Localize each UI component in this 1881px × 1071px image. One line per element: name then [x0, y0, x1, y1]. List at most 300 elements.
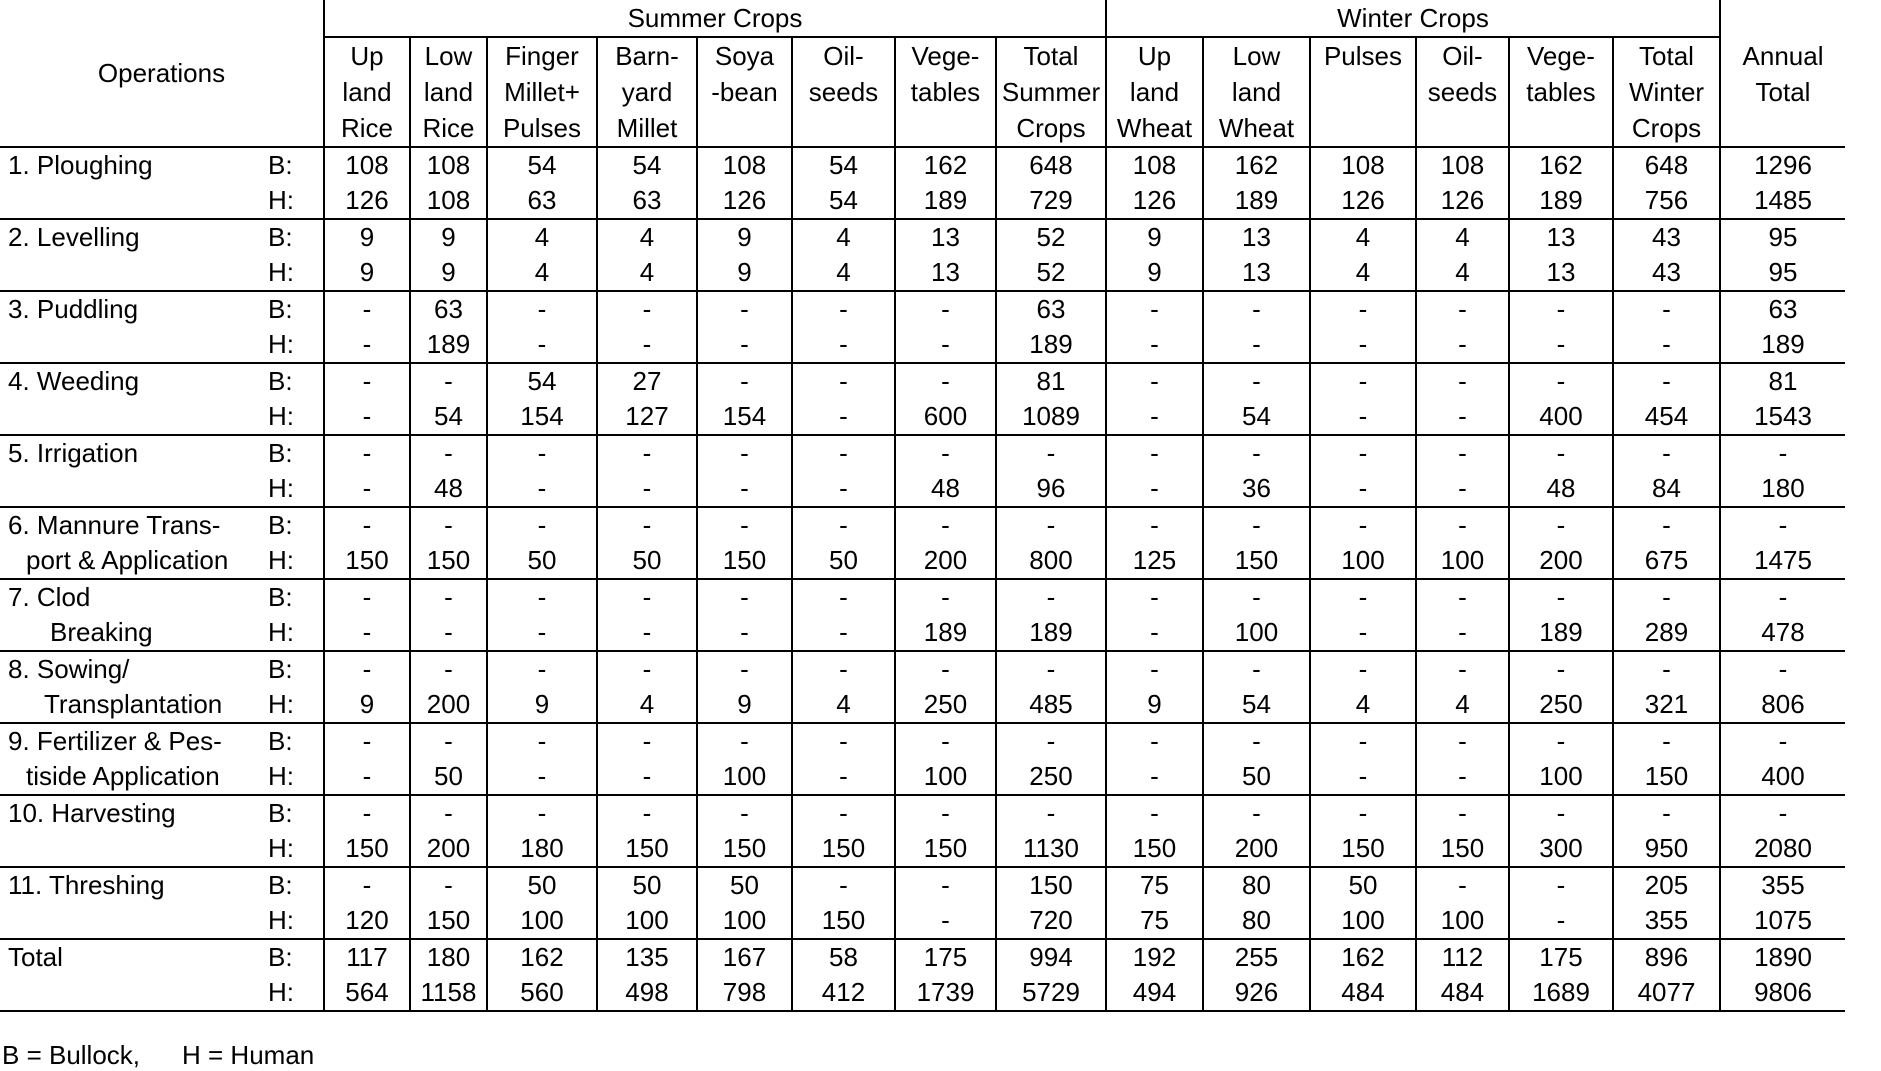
data-cell: 4: [597, 219, 697, 255]
table-row: [0, 759, 1845, 795]
summer-col-header: -bean: [697, 74, 792, 110]
annual-total-header-top: [1720, 0, 1845, 37]
data-cell: -: [1509, 291, 1613, 327]
data-cell: 1158: [410, 975, 487, 1011]
table-row: [0, 615, 1845, 651]
data-cell: -: [1509, 723, 1613, 759]
data-cell: -: [1106, 651, 1203, 687]
data-cell: -: [324, 399, 410, 435]
data-cell: 120: [324, 903, 410, 939]
summer-col-header: Soya: [697, 37, 792, 74]
data-cell: -: [597, 651, 697, 687]
data-cell: 126: [324, 183, 410, 219]
winter-col-header: Oil-: [1416, 37, 1509, 74]
data-cell: 126: [1310, 183, 1416, 219]
operation-label: [0, 975, 264, 1011]
data-cell: 48: [1509, 471, 1613, 507]
data-cell: 150: [1613, 759, 1720, 795]
data-cell: 150: [697, 831, 792, 867]
data-cell: 484: [1416, 975, 1509, 1011]
data-cell: -: [1106, 615, 1203, 651]
data-cell: 162: [487, 939, 597, 975]
data-cell: 54: [597, 147, 697, 183]
data-cell: -: [792, 291, 895, 327]
data-cell: 1475: [1720, 543, 1845, 579]
data-cell: -: [487, 615, 597, 651]
data-cell: -: [792, 867, 895, 903]
data-cell: -: [1416, 507, 1509, 543]
data-cell: 250: [996, 759, 1106, 795]
data-cell: 81: [996, 363, 1106, 399]
data-cell: -: [996, 507, 1106, 543]
data-cell: 54: [487, 147, 597, 183]
winter-col-header: [1310, 74, 1416, 110]
data-cell: 9: [697, 255, 792, 291]
data-cell: 54: [792, 183, 895, 219]
data-cell: 150: [697, 543, 792, 579]
data-cell: 192: [1106, 939, 1203, 975]
data-cell: 412: [792, 975, 895, 1011]
data-cell: 1130: [996, 831, 1106, 867]
data-cell: -: [1416, 399, 1509, 435]
data-cell: -: [1416, 291, 1509, 327]
data-cell: -: [1509, 363, 1613, 399]
data-cell: 54: [1203, 399, 1310, 435]
data-cell: -: [1310, 435, 1416, 471]
data-cell: -: [1416, 795, 1509, 831]
data-cell: 63: [597, 183, 697, 219]
data-cell: 100: [895, 759, 996, 795]
operation-label: [0, 903, 264, 939]
data-cell: 100: [597, 903, 697, 939]
data-cell: -: [1509, 651, 1613, 687]
data-cell: -: [1203, 363, 1310, 399]
bullock-label: B:: [264, 291, 324, 327]
data-cell: -: [324, 435, 410, 471]
data-cell: -: [792, 759, 895, 795]
operation-label: [0, 327, 264, 363]
data-cell: -: [1106, 291, 1203, 327]
summer-col-header: Finger: [487, 37, 597, 74]
data-cell: 1739: [895, 975, 996, 1011]
data-cell: -: [1509, 507, 1613, 543]
data-cell: 200: [895, 543, 996, 579]
data-cell: 52: [996, 255, 1106, 291]
data-cell: -: [697, 435, 792, 471]
data-cell: -: [1778, 438, 1788, 468]
data-cell: 189: [996, 615, 1106, 651]
data-cell: -: [1509, 435, 1613, 471]
operation-label: Breaking: [0, 615, 264, 651]
summer-col-header: [792, 110, 895, 147]
data-cell: 926: [1203, 975, 1310, 1011]
table-row: [0, 219, 1845, 255]
table-row: [0, 183, 1845, 219]
bullock-label: B:: [264, 363, 324, 399]
data-cell: 648: [996, 147, 1106, 183]
data-cell: -: [324, 723, 410, 759]
bullock-label: B:: [264, 795, 324, 831]
bullock-label: B:: [264, 939, 324, 975]
data-cell: 58: [792, 939, 895, 975]
data-cell: 189: [895, 615, 996, 651]
data-cell: -: [324, 363, 410, 399]
table-row: [0, 723, 1845, 759]
summer-col-header: Total: [996, 37, 1106, 74]
data-cell: -: [1778, 798, 1788, 828]
data-cell: 150: [410, 543, 487, 579]
data-cell: -: [996, 651, 1106, 687]
data-cell: 255: [1203, 939, 1310, 975]
data-cell: 150: [996, 867, 1106, 903]
summer-col-header: Summer: [996, 74, 1106, 110]
human-label: H:: [264, 759, 324, 795]
data-cell: 9: [410, 255, 487, 291]
data-cell: 189: [996, 327, 1106, 363]
data-cell: 189: [1720, 327, 1845, 363]
data-cell: 150: [1203, 543, 1310, 579]
winter-col-header: tables: [1509, 74, 1613, 110]
summer-col-header: Millet+: [487, 74, 597, 110]
table-row: [0, 903, 1845, 939]
data-cell: 150: [597, 831, 697, 867]
annual-total-header: [1720, 110, 1845, 147]
data-cell: -: [1778, 510, 1788, 540]
data-cell: 200: [410, 687, 487, 723]
data-cell: -: [1203, 795, 1310, 831]
data-cell: -: [1310, 615, 1416, 651]
human-label: H:: [264, 687, 324, 723]
data-cell: 150: [1416, 831, 1509, 867]
summer-col-header: Vege-: [895, 37, 996, 74]
operation-label: 10. Harvesting: [8, 798, 176, 828]
summer-col-header: [895, 110, 996, 147]
data-cell: -: [1203, 327, 1310, 363]
data-cell: 108: [410, 147, 487, 183]
winter-crops-header: Winter Crops: [1106, 0, 1720, 37]
data-cell: -: [487, 723, 597, 759]
data-cell: 9: [1106, 219, 1203, 255]
data-cell: 454: [1613, 399, 1720, 435]
data-cell: -: [792, 615, 895, 651]
operation-label: [0, 831, 264, 867]
data-cell: 126: [1106, 183, 1203, 219]
data-cell: -: [792, 435, 895, 471]
summer-col-header: Crops: [996, 110, 1106, 147]
data-cell: 4: [792, 255, 895, 291]
header-group-row: [0, 0, 1845, 37]
data-cell: -: [895, 903, 996, 939]
data-cell: -: [487, 435, 597, 471]
human-label: H:: [264, 255, 324, 291]
data-cell: 108: [410, 183, 487, 219]
data-cell: -: [1613, 363, 1720, 399]
data-cell: -: [1416, 759, 1509, 795]
data-cell: -: [895, 507, 996, 543]
data-cell: -: [324, 291, 410, 327]
data-cell: 564: [324, 975, 410, 1011]
data-cell: -: [410, 507, 487, 543]
data-cell: -: [324, 795, 410, 831]
data-cell: 54: [410, 399, 487, 435]
data-cell: 126: [1416, 183, 1509, 219]
data-cell: 560: [487, 975, 597, 1011]
data-cell: 117: [324, 939, 410, 975]
data-cell: 250: [895, 687, 996, 723]
data-cell: -: [895, 291, 996, 327]
data-cell: 150: [324, 831, 410, 867]
operation-label: 4. Weeding: [8, 366, 140, 396]
data-cell: 9: [324, 687, 410, 723]
winter-col-header: [1416, 110, 1509, 147]
data-cell: 9: [410, 219, 487, 255]
data-cell: 100: [697, 903, 792, 939]
table-row: [0, 147, 1845, 183]
data-cell: 1890: [1754, 942, 1812, 972]
data-cell: 100: [697, 759, 792, 795]
data-cell: 9806: [1720, 975, 1845, 1011]
data-cell: 400: [1509, 399, 1613, 435]
data-cell: -: [1310, 759, 1416, 795]
data-cell: 135: [597, 939, 697, 975]
data-cell: -: [324, 579, 410, 615]
summer-col-header: Rice: [410, 110, 487, 147]
data-cell: 355: [1761, 870, 1805, 900]
data-cell: 54: [792, 147, 895, 183]
data-cell: -: [792, 327, 895, 363]
operation-label: [0, 183, 264, 219]
summer-col-header: Rice: [324, 110, 410, 147]
data-cell: -: [1106, 471, 1203, 507]
data-cell: 4: [597, 687, 697, 723]
data-cell: -: [1509, 867, 1613, 903]
data-cell: -: [1613, 507, 1720, 543]
data-cell: 9: [697, 219, 792, 255]
operation-label: 3. Puddling: [8, 294, 139, 324]
data-cell: 200: [1203, 831, 1310, 867]
winter-col-header: [1509, 110, 1613, 147]
data-cell: -: [1778, 582, 1788, 612]
data-cell: 100: [1310, 903, 1416, 939]
data-cell: -: [1613, 723, 1720, 759]
data-cell: -: [597, 759, 697, 795]
human-label: H:: [264, 543, 324, 579]
data-cell: -: [697, 327, 792, 363]
data-cell: 50: [792, 543, 895, 579]
data-cell: -: [792, 723, 895, 759]
data-cell: -: [410, 795, 487, 831]
data-cell: 200: [1509, 543, 1613, 579]
data-cell: 1296: [1754, 150, 1812, 180]
data-cell: -: [1203, 507, 1310, 543]
data-cell: -: [1613, 579, 1720, 615]
data-cell: 4077: [1613, 975, 1720, 1011]
data-cell: -: [1416, 327, 1509, 363]
data-cell: -: [597, 795, 697, 831]
winter-col-header: Up: [1106, 37, 1203, 74]
data-cell: 150: [792, 831, 895, 867]
data-cell: -: [487, 291, 597, 327]
summer-col-header: tables: [895, 74, 996, 110]
data-cell: 189: [410, 327, 487, 363]
data-cell: -: [1613, 795, 1720, 831]
data-cell: -: [1203, 651, 1310, 687]
data-cell: -: [324, 615, 410, 651]
data-cell: 80: [1203, 867, 1310, 903]
operation-label: 1. Ploughing: [8, 150, 153, 180]
table-row: [0, 291, 1845, 327]
data-cell: 4: [792, 687, 895, 723]
data-cell: -: [487, 795, 597, 831]
data-cell: 9: [487, 687, 597, 723]
data-cell: 9: [697, 687, 792, 723]
winter-col-header: Wheat: [1203, 110, 1310, 147]
data-cell: 13: [1203, 219, 1310, 255]
data-cell: -: [895, 363, 996, 399]
data-cell: 36: [1203, 471, 1310, 507]
data-cell: 756: [1613, 183, 1720, 219]
data-cell: 600: [895, 399, 996, 435]
data-cell: -: [410, 579, 487, 615]
data-cell: 180: [487, 831, 597, 867]
data-cell: 355: [1613, 903, 1720, 939]
data-cell: 52: [996, 219, 1106, 255]
summer-col-header: [697, 110, 792, 147]
data-cell: 150: [895, 831, 996, 867]
data-cell: 150: [1106, 831, 1203, 867]
summer-col-header: Oil-: [792, 37, 895, 74]
summer-col-header: yard: [597, 74, 697, 110]
data-cell: 95: [1720, 255, 1845, 291]
data-cell: 5729: [996, 975, 1106, 1011]
data-cell: -: [1509, 579, 1613, 615]
summer-col-header: Low: [410, 37, 487, 74]
data-cell: -: [487, 471, 597, 507]
data-cell: 150: [1310, 831, 1416, 867]
data-cell: 9: [1106, 255, 1203, 291]
data-cell: 50: [487, 867, 597, 903]
data-cell: -: [410, 435, 487, 471]
data-cell: 150: [792, 903, 895, 939]
data-cell: 300: [1509, 831, 1613, 867]
data-cell: -: [1310, 723, 1416, 759]
data-cell: 648: [1613, 147, 1720, 183]
winter-col-header: land: [1203, 74, 1310, 110]
table-row: [0, 579, 1845, 615]
data-cell: -: [1106, 723, 1203, 759]
data-cell: -: [597, 723, 697, 759]
data-cell: -: [1509, 327, 1613, 363]
summer-crops-header: Summer Crops: [324, 0, 1106, 37]
data-cell: 189: [1509, 183, 1613, 219]
data-cell: -: [1310, 327, 1416, 363]
data-cell: -: [1416, 651, 1509, 687]
data-cell: -: [597, 327, 697, 363]
data-cell: 2080: [1720, 831, 1845, 867]
data-cell: -: [1106, 507, 1203, 543]
operation-label: [0, 399, 264, 435]
data-cell: -: [895, 795, 996, 831]
data-cell: -: [1310, 363, 1416, 399]
winter-col-header: Total: [1613, 37, 1720, 74]
data-cell: -: [1509, 795, 1613, 831]
data-cell: 13: [895, 219, 996, 255]
summer-col-header: land: [324, 74, 410, 110]
data-cell: 50: [597, 867, 697, 903]
data-cell: 96: [996, 471, 1106, 507]
data-cell: -: [410, 867, 487, 903]
data-cell: -: [895, 435, 996, 471]
data-cell: 63: [410, 291, 487, 327]
data-cell: -: [697, 363, 792, 399]
data-cell: -: [1106, 435, 1203, 471]
data-cell: 50: [410, 759, 487, 795]
operation-label: tiside Application: [0, 759, 264, 795]
legend-human: H = Human: [182, 1040, 315, 1070]
data-cell: 175: [895, 939, 996, 975]
data-cell: -: [792, 363, 895, 399]
operation-label: Total: [8, 942, 63, 972]
bullock-label: B:: [264, 579, 324, 615]
data-cell: -: [324, 759, 410, 795]
data-cell: -: [1310, 471, 1416, 507]
operation-label: [0, 471, 264, 507]
operation-label: 11. Threshing: [8, 870, 165, 900]
data-cell: -: [410, 363, 487, 399]
summer-col-header: land: [410, 74, 487, 110]
table-row: [0, 255, 1845, 291]
data-cell: 50: [597, 543, 697, 579]
data-cell: 75: [1106, 867, 1203, 903]
data-cell: -: [1203, 291, 1310, 327]
data-cell: 498: [597, 975, 697, 1011]
table-row: [0, 687, 1845, 723]
data-cell: 9: [324, 255, 410, 291]
data-cell: -: [1106, 363, 1203, 399]
data-cell: 175: [1509, 939, 1613, 975]
data-cell: 4: [1416, 219, 1509, 255]
data-cell: -: [487, 327, 597, 363]
data-cell: -: [410, 651, 487, 687]
data-cell: -: [697, 579, 792, 615]
data-cell: 189: [1509, 615, 1613, 651]
data-cell: 4: [792, 219, 895, 255]
data-cell: 1689: [1509, 975, 1613, 1011]
bullock-label: B:: [264, 867, 324, 903]
data-cell: 54: [1203, 687, 1310, 723]
data-cell: 1075: [1720, 903, 1845, 939]
summer-col-header: seeds: [792, 74, 895, 110]
data-cell: -: [996, 435, 1106, 471]
data-cell: 108: [1310, 147, 1416, 183]
data-cell: 43: [1613, 255, 1720, 291]
data-cell: -: [1613, 435, 1720, 471]
data-cell: 100: [1416, 543, 1509, 579]
bullock-label: B:: [264, 651, 324, 687]
data-cell: 100: [1416, 903, 1509, 939]
data-cell: 43: [1613, 219, 1720, 255]
data-cell: 75: [1106, 903, 1203, 939]
table-row: [0, 507, 1845, 543]
data-cell: 162: [1310, 939, 1416, 975]
data-cell: -: [1778, 726, 1788, 756]
data-cell: -: [1203, 579, 1310, 615]
data-cell: 48: [410, 471, 487, 507]
data-cell: 167: [697, 939, 792, 975]
data-cell: -: [1778, 654, 1788, 684]
data-cell: 84: [1613, 471, 1720, 507]
human-label: H:: [264, 183, 324, 219]
